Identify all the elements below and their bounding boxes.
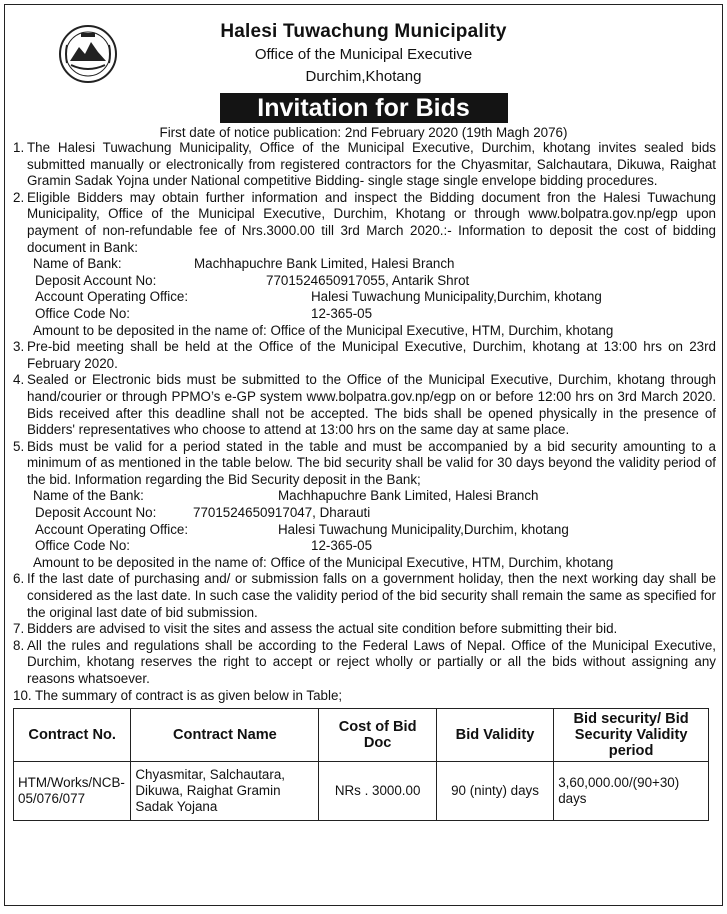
clause-7 — [13, 621, 716, 638]
office-code-label: Office Code No: — [35, 305, 131, 321]
clause-number: 1. — [13, 140, 25, 155]
clause-1 — [13, 140, 716, 190]
clause-number: 4. — [13, 372, 25, 388]
clause-text: The summary of contract is as given below in Table; — [35, 687, 343, 703]
notice-publication-date: First date of notice publication: 2nd February 2020 (19th Magh 2076) — [159, 125, 568, 140]
deposit-account-row — [27, 505, 716, 522]
bank-name-row — [27, 488, 716, 505]
operating-office-value: Halesi Tuwachung Municipality,Durchim, khotang — [278, 521, 569, 537]
header-cost-of-bid-doc: Cost of Bid Doc — [319, 709, 436, 762]
clause-number: 5. — [13, 438, 25, 454]
table-row — [14, 762, 709, 821]
deposit-account-value: 7701524650917047, Dharauti — [193, 505, 371, 521]
contract-summary-table — [13, 708, 709, 821]
cell-contract-no: HTM/Works/NCB-05/076/077 — [14, 762, 131, 821]
clause-number: 10. — [13, 687, 32, 703]
cell-cost-of-bid-doc: NRs . 3000.00 — [319, 762, 436, 821]
cell-contract-name: Chyasmitar, Salchautara, Dikuwa, Raighat Gramin Sadak Yojana — [131, 762, 319, 821]
clause-8 — [13, 638, 716, 688]
cell-bid-security: 3,60,000.00/(90+30) days — [554, 762, 709, 821]
header-contract-name: Contract Name — [131, 709, 319, 762]
office-location: Durchim,Khotang — [305, 68, 422, 85]
header-bid-validity: Bid Validity — [436, 709, 553, 762]
clause-5 — [13, 439, 716, 572]
deposit-account-label: Deposit Account No: — [35, 505, 157, 521]
clause-number: 2. — [13, 189, 25, 205]
clause-2 — [13, 190, 716, 339]
operating-office-row — [27, 289, 716, 306]
clause-text: Bidders are advised to visit the sites and assess the actual site condition before submitting their bid. — [27, 621, 618, 637]
operating-office-row — [27, 522, 716, 539]
deposit-account-label: Deposit Account No: — [35, 272, 157, 288]
table-header-row — [14, 709, 709, 762]
clause-10 — [13, 688, 716, 705]
clause-number: 3. — [13, 339, 25, 355]
clause-number: 7. — [13, 621, 25, 637]
office-code-row — [27, 538, 716, 555]
office-name: Office of the Municipal Executive — [254, 46, 473, 63]
clause-text: The Halesi Tuwachung Municipality, Office of the Municipal Executive, Durchim, khotang invites sealed bids submitted manually or electronically from registered contractors for the Chyasmitar, Salchautara, Dikuwa, Raighat Gramin Sadak Yojna under National competitive Bidding- single stage single envelope bidding procedures. — [27, 140, 716, 189]
deposit-name-row: Amount to be deposited in the name of: Office of the Municipal Executive, HTM, Durchim, khotang — [33, 554, 614, 570]
operating-office-value: Halesi Tuwachung Municipality,Durchim, khotang — [311, 289, 602, 305]
deposit-account-value: 7701524650917055, Antarik Shrot — [266, 272, 470, 288]
clause-text: If the last date of purchasing and/ or submission falls on a government holiday, then the next working day shall be considered as the last date. In such case the validity period of the bid security shall remain the same as specified for the original last date of bid submission. — [27, 571, 716, 620]
office-code-value: 12-365-05 — [311, 538, 373, 554]
clause-text: Eligible Bidders may obtain further information and inspect the Bidding document fron the Halesi Tuwachung Municipality, Office of the Municipal Executive, Durchim, Khotang or through www.bolpatra.gov.np/egp upon payment of non-refundable fee of Nrs.3000.00 till 3rd March 2020.:- Information to deposit the cost of bidding document in Bank: — [27, 189, 716, 255]
notice-header — [5, 5, 722, 93]
notice-title-banner: Invitation for Bids — [220, 93, 508, 123]
operating-office-label: Account Operating Office: — [35, 521, 189, 537]
clause-number: 8. — [13, 637, 25, 653]
clause-3 — [13, 339, 716, 372]
bank-name-label: Name of Bank: — [33, 256, 122, 272]
clause-text: Bids must be valid for a period stated in the table and must be accompanied by a bid security amounting to a minimum of as mentioned in the table below. The bid security shall be valid for 30 days beyond the validity period of the bid. Information regarding the Bid Security deposit in the Bank; — [27, 438, 716, 487]
clause-6 — [13, 571, 716, 621]
clause-4 — [13, 372, 716, 438]
cell-bid-validity: 90 (ninty) days — [436, 762, 553, 821]
office-code-row — [27, 306, 716, 323]
bank-name-value: Machhapuchre Bank Limited, Halesi Branch — [278, 488, 539, 504]
clause-text: All the rules and regulations shall be according to the Federal Laws of Nepal. Office of the Municipal Executive, Durchim, khotang reserves the right to accept or reject wholly or partially or all the bids without assigning any reasons whatsoever. — [27, 637, 716, 686]
office-code-label: Office Code No: — [35, 538, 131, 554]
notice-body — [5, 140, 722, 704]
clause-number: 6. — [13, 571, 25, 587]
header-bid-security: Bid security/ Bid Security Validity period — [554, 709, 709, 762]
deposit-account-row — [27, 273, 716, 290]
bank-name-label: Name of the Bank: — [33, 488, 144, 504]
office-code-value: 12-365-05 — [311, 305, 373, 321]
header-contract-no: Contract No. — [14, 709, 131, 762]
clause-text: Pre-bid meeting shall be held at the Office of the Municipal Executive, Durchim, khotang at 13:00 hrs on 23rd February 2020. — [27, 339, 716, 371]
bank-name-row — [27, 256, 716, 273]
deposit-name-row: Amount to be deposited in the name of: Office of the Municipal Executive, HTM, Durchim, khotang — [33, 322, 614, 338]
operating-office-label: Account Operating Office: — [35, 289, 189, 305]
municipality-name: Halesi Tuwachung Municipality — [220, 21, 507, 42]
notice-page — [4, 4, 723, 906]
bank-name-value: Machhapuchre Bank Limited, Halesi Branch — [194, 256, 455, 272]
clause-text: Sealed or Electronic bids must be submitted to the Office of the Municipal Executive, Durchim, khotang through hand/courier or through PPMO’s e-GP system www.bolpatra.gov.np/egp on or before 12:00 hrs on 3rd March 2020. Bids received after this deadline shall not be accepted. The bids shall be opened physically in the presence of Bidders' representatives who choose to attend at 13:00 hrs on the same day at same place. — [27, 372, 716, 438]
